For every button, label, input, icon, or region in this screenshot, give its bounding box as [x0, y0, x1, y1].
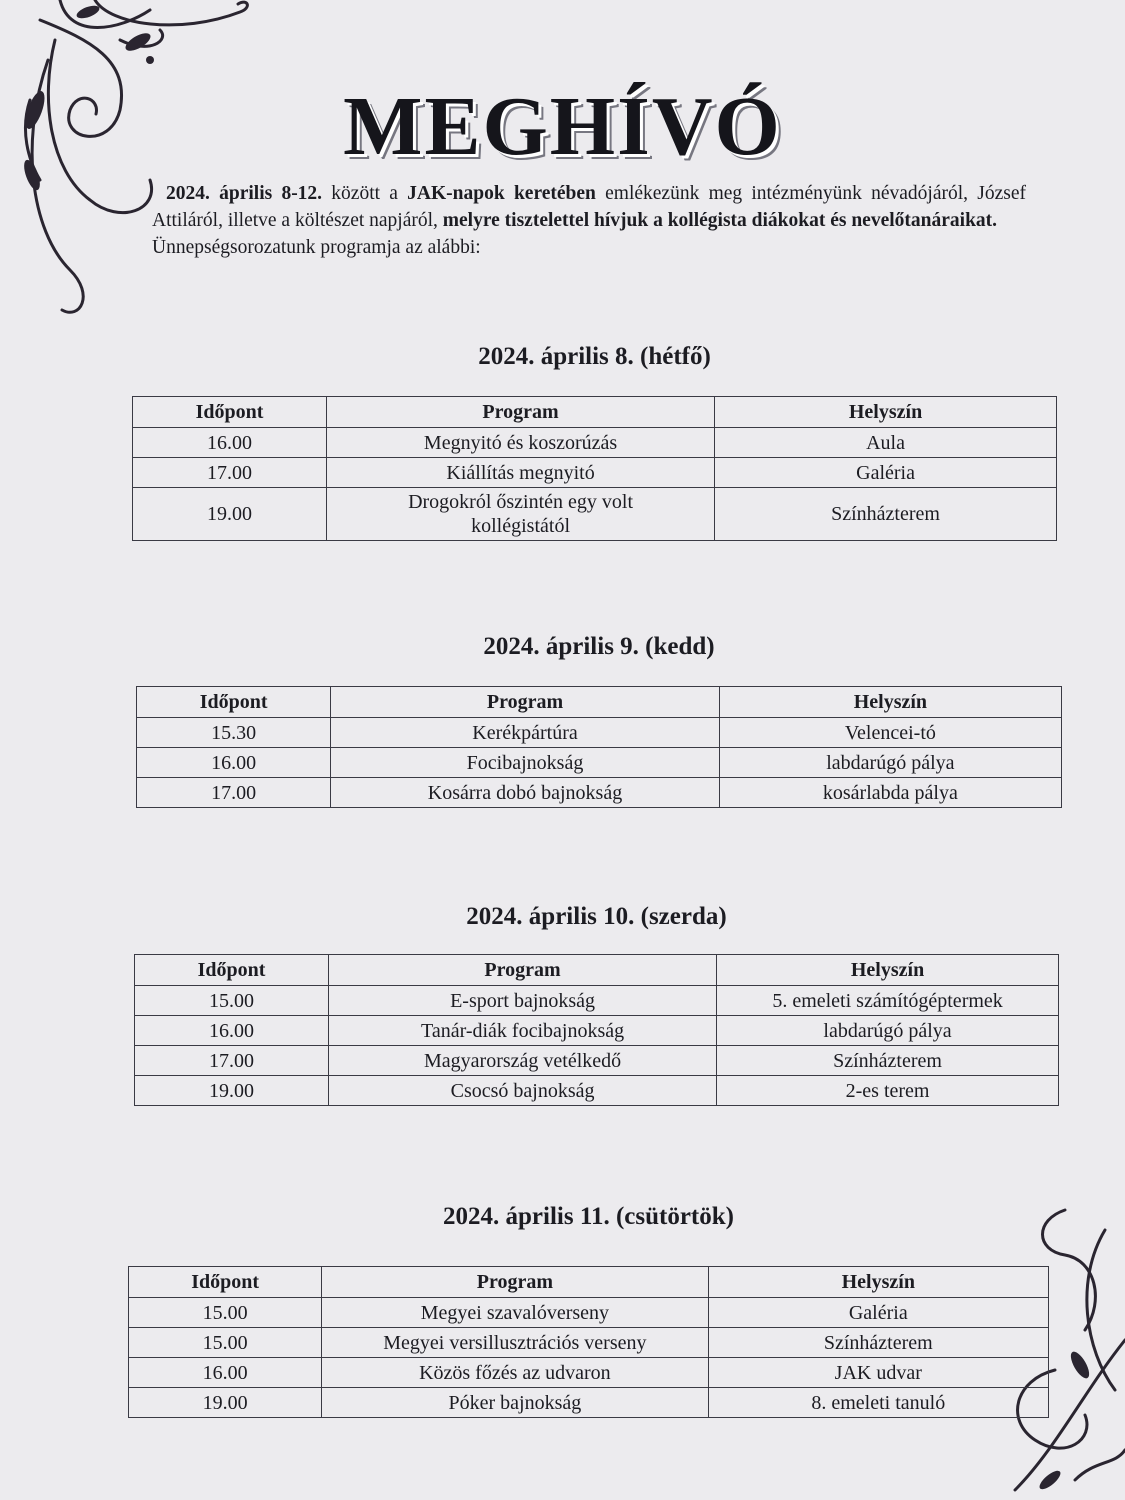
cell-location: Színházterem [715, 488, 1057, 541]
table-row [135, 1046, 1059, 1076]
cell-program: Közös főzés az udvaron [322, 1358, 708, 1388]
cell-time: 16.00 [137, 748, 331, 778]
cell-time: 15.00 [129, 1298, 322, 1328]
header-program: Program [327, 397, 715, 428]
table-row [137, 748, 1062, 778]
header-time: Időpont [129, 1267, 322, 1298]
day-section-1 [132, 340, 1057, 541]
cell-location: Velencei-tó [719, 718, 1061, 748]
table-row [135, 1016, 1059, 1046]
day-section-4 [128, 1200, 1049, 1418]
cell-time: 17.00 [133, 458, 327, 488]
table-row [135, 986, 1059, 1016]
schedule-table [136, 686, 1062, 808]
cell-time: 19.00 [135, 1076, 329, 1106]
cell-time: 15.00 [135, 986, 329, 1016]
cell-program: Csocsó bajnokság [329, 1076, 717, 1106]
table-row [135, 1076, 1059, 1106]
cell-program: Drogokról őszintén egy volt kollégistától [327, 488, 715, 541]
schedule-table [128, 1266, 1049, 1418]
cell-location: Színházterem [717, 1046, 1059, 1076]
cell-location: labdarúgó pálya [717, 1016, 1059, 1046]
cell-location: kosárlabda pálya [719, 778, 1061, 808]
intro-invitation: melyre tisztelettel hívjuk a kollégista diákokat és nevelőtanáraikat. [442, 210, 998, 231]
intro-text [152, 180, 1026, 261]
cell-program: Megyei szavalóverseny [322, 1298, 708, 1328]
day-heading: 2024. április 9. (kedd) [483, 633, 715, 660]
cell-location: 8. emeleti tanuló [708, 1388, 1048, 1418]
cell-time: 16.00 [135, 1016, 329, 1046]
table-row [129, 1388, 1049, 1418]
table-row [129, 1298, 1049, 1328]
table-row [129, 1358, 1049, 1388]
schedule-table [132, 396, 1057, 541]
day-heading: 2024. április 10. (szerda) [466, 903, 727, 930]
cell-program: Magyarország vetélkedő [329, 1046, 717, 1076]
cell-program: Póker bajnokság [322, 1388, 708, 1418]
day-section-3 [134, 900, 1059, 1106]
cell-location: labdarúgó pálya [719, 748, 1061, 778]
header-program: Program [331, 687, 720, 718]
intro-date-range: 2024. április 8-12. [166, 183, 323, 204]
day-section-2 [136, 630, 1062, 808]
table-row [129, 1328, 1049, 1358]
table-row [133, 458, 1057, 488]
cell-program: E-sport bajnokság [329, 986, 717, 1016]
table-header-row [129, 1267, 1049, 1298]
cell-time: 16.00 [133, 428, 327, 458]
table-row [133, 488, 1057, 541]
header-time: Időpont [137, 687, 331, 718]
cell-time: 19.00 [129, 1388, 322, 1418]
day-heading: 2024. április 11. (csütörtök) [443, 1203, 734, 1230]
cell-location: 2-es terem [717, 1076, 1059, 1106]
header-program: Program [329, 955, 717, 986]
header-time: Időpont [133, 397, 327, 428]
schedule-table [134, 954, 1059, 1106]
header-location: Helyszín [715, 397, 1057, 428]
cell-time: 17.00 [137, 778, 331, 808]
cell-program: Megnyitó és koszorúzás [327, 428, 715, 458]
day-heading: 2024. április 8. (hétfő) [478, 343, 711, 370]
header-program: Program [322, 1267, 708, 1298]
cell-program: Kiállítás megnyitó [327, 458, 715, 488]
cell-time: 15.00 [129, 1328, 322, 1358]
cell-time: 15.30 [137, 718, 331, 748]
table-header-row [137, 687, 1062, 718]
cell-location: 5. emeleti számítógéptermek [717, 986, 1059, 1016]
table-row [133, 428, 1057, 458]
cell-program: Megyei versillusztrációs verseny [322, 1328, 708, 1358]
cell-program: Kosárra dobó bajnokság [331, 778, 720, 808]
cell-location: Galéria [715, 458, 1057, 488]
intro-text-1: között a [322, 183, 408, 204]
header-location: Helyszín [719, 687, 1061, 718]
page-title: MEGHÍVÓ [343, 80, 782, 174]
table-row [137, 718, 1062, 748]
cell-time: 17.00 [135, 1046, 329, 1076]
header-time: Időpont [135, 955, 329, 986]
header-location: Helyszín [717, 955, 1059, 986]
cell-program: Kerékpártúra [331, 718, 720, 748]
cell-time: 16.00 [129, 1358, 322, 1388]
cell-location: Galéria [708, 1298, 1048, 1328]
cell-program: Tanár-diák focibajnokság [329, 1016, 717, 1046]
table-row [137, 778, 1062, 808]
table-header-row [135, 955, 1059, 986]
cell-program: Focibajnokság [331, 748, 720, 778]
intro-paragraph [152, 180, 1026, 234]
intro-text-2: emlékezünk meg intézményünk névadójáról, József Attiláról, illetve a költészet napjáról, [152, 183, 1026, 231]
cell-location: Színházterem [708, 1328, 1048, 1358]
cell-location: Aula [715, 428, 1057, 458]
cell-time: 19.00 [133, 488, 327, 541]
header-location: Helyszín [708, 1267, 1048, 1298]
table-header-row [133, 397, 1057, 428]
cell-location: JAK udvar [708, 1358, 1048, 1388]
intro-program-line: Ünnepségsorozatunk programja az alábbi: [152, 237, 481, 258]
intro-event-name: JAK-napok keretében [407, 183, 596, 204]
